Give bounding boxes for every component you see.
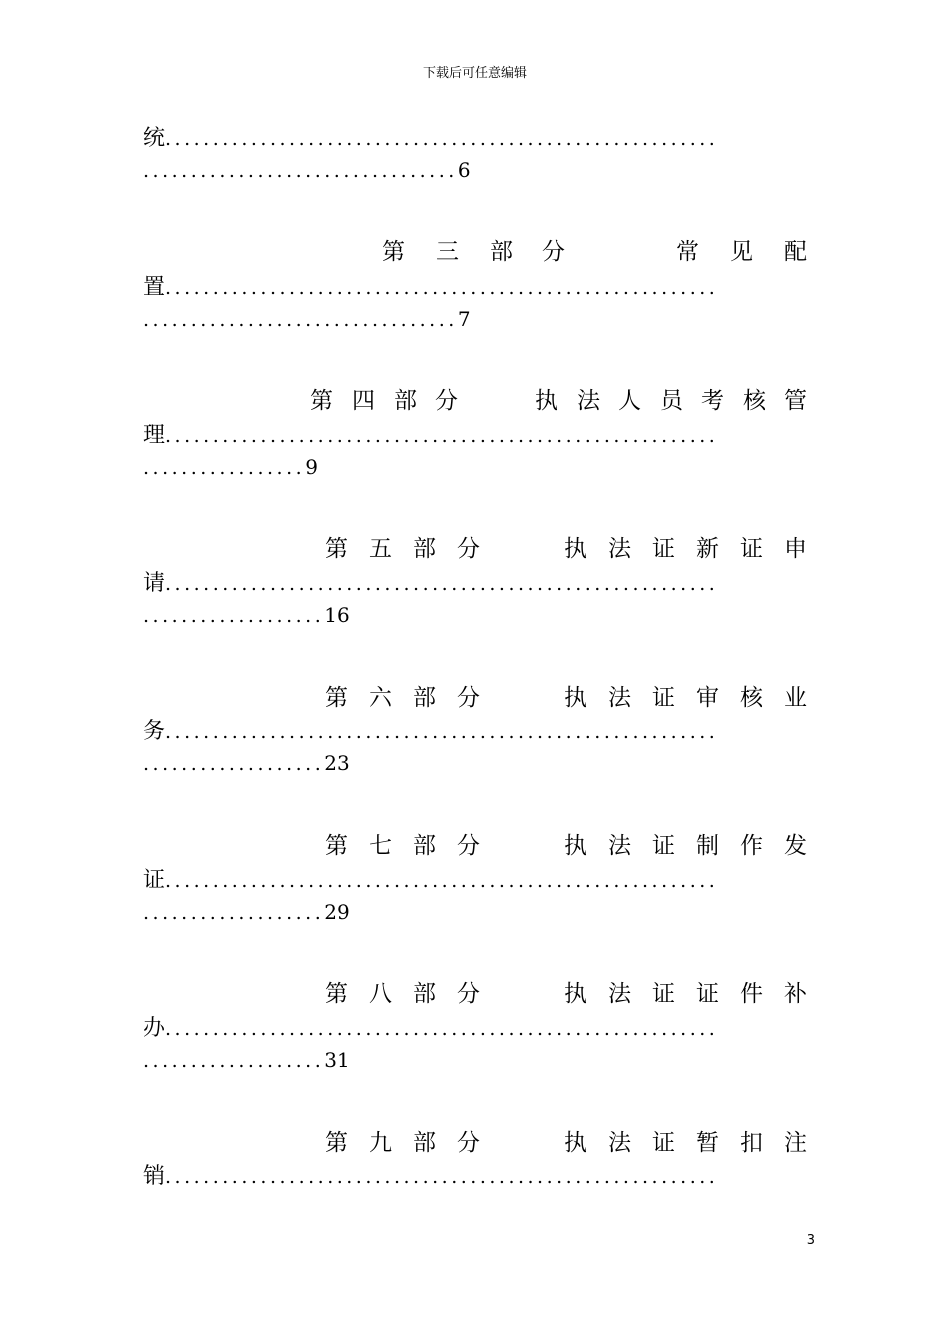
heading-char: 部 bbox=[490, 239, 513, 265]
heading-char: 见 bbox=[730, 239, 753, 265]
heading-char: 核 bbox=[743, 388, 766, 414]
heading-char: 分 bbox=[457, 685, 480, 711]
entry-char: 理 bbox=[143, 423, 166, 448]
heading-char: 制 bbox=[696, 833, 719, 859]
heading-char: 第 bbox=[325, 685, 348, 711]
heading-char: 考 bbox=[701, 388, 724, 414]
entry-char: 销 bbox=[143, 1164, 166, 1189]
leader-dots: ................................. bbox=[143, 309, 458, 331]
heading-char: 人 bbox=[618, 388, 641, 414]
leader-dots: ................... bbox=[143, 605, 325, 627]
leader-dots: ................................. bbox=[143, 160, 458, 182]
heading-char: 证 bbox=[652, 981, 675, 1007]
heading-char: 部 bbox=[413, 833, 436, 859]
heading-char: 四 bbox=[352, 388, 375, 414]
heading-char: 发 bbox=[784, 833, 807, 859]
toc-entry-line bbox=[143, 748, 806, 778]
heading-char: 部 bbox=[394, 388, 417, 414]
toc-entry-line bbox=[143, 124, 806, 154]
toc-heading bbox=[143, 532, 806, 566]
toc-entry-line bbox=[143, 1162, 806, 1192]
entry-char: 置 bbox=[143, 275, 166, 300]
heading-char: 第 bbox=[325, 536, 348, 562]
toc-entry-line bbox=[143, 273, 806, 303]
leader-dots: ................... bbox=[143, 1050, 325, 1072]
heading-char: 第 bbox=[325, 981, 348, 1007]
entry-char: 务 bbox=[143, 719, 166, 744]
heading-char: 审 bbox=[696, 685, 719, 711]
toc-entry-line bbox=[143, 600, 806, 630]
heading-char: 件 bbox=[740, 981, 763, 1007]
heading-char: 法 bbox=[608, 833, 631, 859]
heading-char: 扣 bbox=[740, 1130, 763, 1156]
heading-char: 证 bbox=[652, 685, 675, 711]
heading-char: 部 bbox=[413, 536, 436, 562]
toc-page-number: 6 bbox=[457, 158, 471, 182]
toc-page-number: 23 bbox=[324, 751, 350, 775]
toc-entry-line bbox=[143, 1045, 806, 1075]
entry-char: 统 bbox=[143, 126, 166, 151]
heading-char: 执 bbox=[564, 981, 587, 1007]
heading-char: 申 bbox=[784, 536, 807, 562]
leader-dots: .......................................................... bbox=[165, 573, 719, 595]
toc-entry-line bbox=[143, 452, 806, 482]
leader-dots: ................... bbox=[143, 902, 325, 924]
heading-char: 新 bbox=[696, 536, 719, 562]
heading-char: 执 bbox=[564, 1130, 587, 1156]
heading-char: 证 bbox=[740, 536, 763, 562]
toc-page-number: 9 bbox=[305, 455, 318, 479]
leader-dots: .......................................................... bbox=[165, 128, 719, 150]
toc-page-number: 7 bbox=[457, 307, 471, 331]
heading-char: 第 bbox=[310, 388, 333, 414]
toc-heading bbox=[143, 977, 806, 1011]
toc-entry-line bbox=[143, 1014, 806, 1044]
leader-dots: .......................................................... bbox=[165, 277, 719, 299]
heading-char: 八 bbox=[369, 981, 392, 1007]
toc-page-number: 29 bbox=[324, 900, 350, 924]
leader-dots: .......................................................... bbox=[165, 870, 719, 892]
toc-entry-line bbox=[143, 569, 806, 599]
heading-char: 证 bbox=[652, 536, 675, 562]
heading-char: 三 bbox=[436, 239, 459, 265]
toc-entry-line bbox=[143, 897, 806, 927]
heading-char: 执 bbox=[564, 685, 587, 711]
leader-dots: .......................................................... bbox=[165, 425, 719, 447]
entry-char: 证 bbox=[143, 868, 166, 893]
heading-char: 六 bbox=[369, 685, 392, 711]
toc-page-number: 31 bbox=[324, 1048, 350, 1072]
heading-char: 业 bbox=[784, 685, 807, 711]
heading-char: 法 bbox=[577, 388, 600, 414]
heading-char: 分 bbox=[457, 833, 480, 859]
heading-char: 执 bbox=[564, 833, 587, 859]
entry-char: 办 bbox=[143, 1016, 166, 1041]
heading-char: 第 bbox=[325, 833, 348, 859]
heading-char: 第 bbox=[325, 1130, 348, 1156]
heading-char: 证 bbox=[652, 1130, 675, 1156]
toc-heading bbox=[143, 681, 806, 715]
toc-heading bbox=[143, 1126, 806, 1160]
heading-char: 执 bbox=[535, 388, 558, 414]
toc-entry-line bbox=[143, 717, 806, 747]
heading-char: 部 bbox=[413, 981, 436, 1007]
entry-char: 请 bbox=[143, 571, 166, 596]
heading-char: 分 bbox=[457, 1130, 480, 1156]
heading-char: 法 bbox=[608, 536, 631, 562]
heading-char: 第 bbox=[382, 239, 405, 265]
heading-char: 分 bbox=[457, 981, 480, 1007]
heading-char: 法 bbox=[608, 685, 631, 711]
heading-char: 管 bbox=[784, 388, 807, 414]
heading-char: 配 bbox=[784, 239, 807, 265]
heading-char: 证 bbox=[652, 833, 675, 859]
leader-dots: .......................................................... bbox=[165, 1018, 719, 1040]
toc-entry-line bbox=[143, 866, 806, 896]
leader-dots: ................... bbox=[143, 753, 325, 775]
heading-char: 注 bbox=[784, 1130, 807, 1156]
toc-heading bbox=[143, 829, 806, 863]
leader-dots: .......................................................... bbox=[165, 1166, 719, 1188]
heading-char: 九 bbox=[369, 1130, 392, 1156]
toc-entry-line bbox=[143, 155, 806, 185]
heading-char: 分 bbox=[542, 239, 565, 265]
heading-char: 法 bbox=[608, 1130, 631, 1156]
page-number: 3 bbox=[806, 1233, 815, 1248]
toc-heading bbox=[143, 384, 806, 418]
heading-char: 法 bbox=[608, 981, 631, 1007]
heading-char: 证 bbox=[696, 981, 719, 1007]
heading-char: 五 bbox=[369, 536, 392, 562]
heading-char: 七 bbox=[369, 833, 392, 859]
toc-entry-line bbox=[143, 421, 806, 451]
heading-char: 作 bbox=[740, 833, 763, 859]
heading-char: 常 bbox=[676, 239, 699, 265]
page-header: 下载后可任意编辑 bbox=[422, 66, 527, 81]
heading-char: 部 bbox=[413, 1130, 436, 1156]
toc-page-number: 16 bbox=[324, 603, 350, 627]
heading-char: 分 bbox=[457, 536, 480, 562]
leader-dots: ................. bbox=[143, 457, 306, 479]
heading-char: 核 bbox=[740, 685, 763, 711]
heading-char: 分 bbox=[435, 388, 458, 414]
heading-char: 部 bbox=[413, 685, 436, 711]
heading-char: 员 bbox=[660, 388, 683, 414]
leader-dots: .......................................................... bbox=[165, 721, 719, 743]
heading-char: 执 bbox=[564, 536, 587, 562]
heading-char: 暂 bbox=[696, 1130, 719, 1156]
toc-entry-line bbox=[143, 304, 806, 334]
heading-char: 补 bbox=[784, 981, 807, 1007]
toc-heading bbox=[143, 235, 806, 269]
